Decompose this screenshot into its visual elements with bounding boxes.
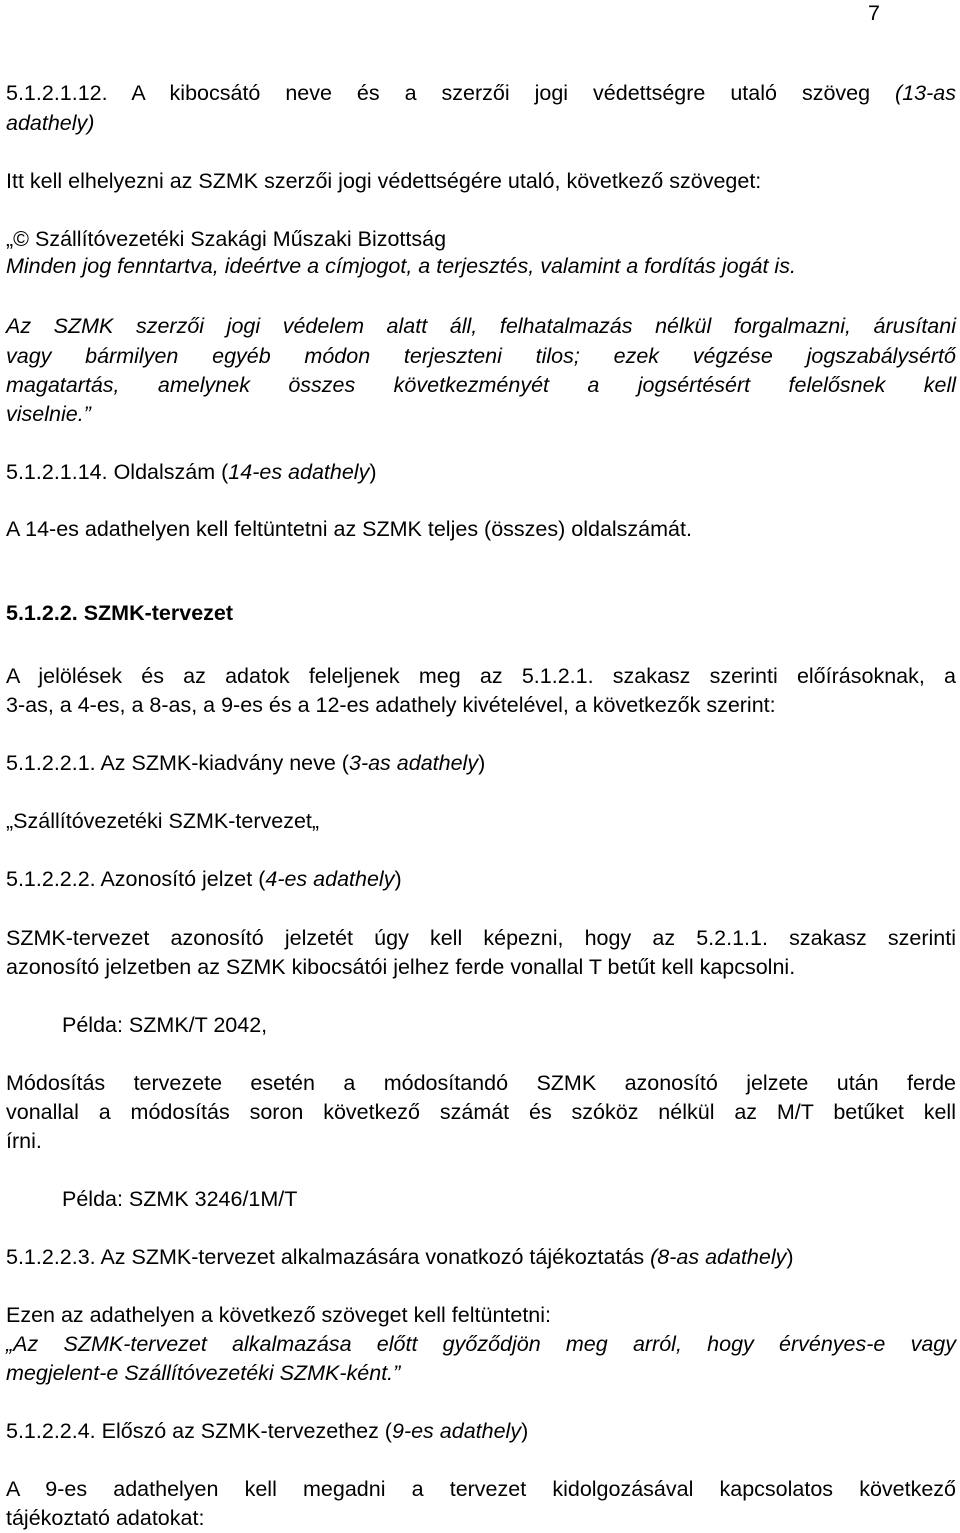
section-title: A kibocsátó neve és a szerzői jogi védettségre utaló szöveg [131,81,871,105]
section-number: 5.1.2.1.12. [6,81,108,105]
section-title-field: (13-as [895,81,956,105]
paragraph-line: A jelölések és az adatok feleljenek meg az 5.1.2.1. szakasz szerinti előírásoknak, a [6,664,956,688]
section-heading-5-1-2-2-3 [6,1244,794,1270]
paragraph-line: SZMK-tervezet azonosító jelzetét úgy kell képezni, hogy az 5.2.1.1. szakasz szerinti [6,926,956,950]
section-heading-5-1-2-1-14 [6,459,377,485]
heading-text: 5.1.2.2.3. Az SZMK-tervezet alkalmazására vonatkozó tájékoztatás [6,1245,651,1269]
heading-text: 5.1.2.2.1. Az SZMK-kiadvány neve ( [6,751,349,775]
example: Példa: SZMK/T 2042, [62,1013,268,1037]
heading-text: 5.1.2.2.2. Azonosító jelzet ( [6,867,266,891]
section-heading-5-1-2-1-12 [6,80,956,106]
paragraph-line: vonallal a módosítás soron következő számát és szóköz nélkül az M/T betűket kell [6,1100,956,1124]
heading-field: 9-es adathely [391,1419,522,1443]
copyright-warning-line: viselnie.” [6,402,91,426]
paragraph-line: A 9-es adathelyen kell megadni a tervezet kidolgozásával kapcsolatos következő [6,1477,956,1501]
heading-text: 5.1.2.1.14. Oldalszám ( [6,460,229,484]
page-number: 7 [868,1,880,25]
paragraph-line: Módosítás tervezete esetén a módosítandó SZMK azonosító jelzete után ferde [6,1071,956,1095]
heading-close: ) [478,751,486,775]
paragraph-line: írni. [6,1129,42,1153]
heading-text: 5.1.2.2.4. Előszó az SZMK-tervezethez ( [6,1419,392,1443]
heading-field: 14-es adathely [228,460,370,484]
heading-close: ) [394,867,402,891]
heading-close: ) [786,1245,794,1269]
section-heading-5-1-2-2-4 [6,1418,528,1444]
quote-line: megjelent-e Szállítóvezetéki SZMK-ként.” [6,1361,401,1385]
paragraph-line: azonosító jelzetben az SZMK kibocsátói jelhez ferde vonallal T betűt kell kapcsolni. [6,955,796,979]
copyright-warning-line: magatartás, amelynek összes következményét a jogsértésért felelősnek kell [6,373,956,397]
section-title-continuation: adathely) [6,111,95,135]
example: Példa: SZMK 3246/1M/T [62,1187,298,1211]
copyright-warning-line: Az SZMK szerzői jogi védelem alatt áll, felhatalmazás nélkül forgalmazni, árusítani [6,314,956,338]
section-heading-5-1-2-2: 5.1.2.2. SZMK-tervezet [6,601,234,625]
heading-field: 4-es adathely [265,867,395,891]
copyright-intro: Itt kell elhelyezni az SZMK szerzői jogi védettségére utaló, következő szöveget: [6,169,762,193]
copyright-notice: „© Szállítóvezetéki Szakági Műszaki Bizottság [6,227,447,251]
heading-close: ) [369,460,377,484]
heading-field: (8-as adathely [650,1245,787,1269]
copyright-rights: Minden jog fenntartva, ideértve a címjogot, a terjesztés, valamint a fordítás jogát is. [6,254,796,278]
paragraph-line: tájékoztató adatokat: [6,1506,205,1530]
copyright-warning-line: vagy bármilyen egyéb módon terjeszteni tilos; ezek végzése jogszabálysértő [6,344,956,368]
heading-field: 3-as adathely [348,751,479,775]
publication-name: „Szállítóvezetéki SZMK-tervezet„ [6,809,320,833]
quote-line: „Az SZMK-tervezet alkalmazása előtt győződjön meg arról, hogy érvényes-e vagy [6,1332,956,1356]
paragraph: A 14-es adathelyen kell feltüntetni az SZMK teljes (összes) oldalszámát. [6,517,692,541]
section-heading-5-1-2-2-1 [6,750,485,776]
section-heading-5-1-2-2-2 [6,866,402,892]
paragraph: Ezen az adathelyen a következő szöveget kell feltüntetni: [6,1303,552,1327]
paragraph-line: 3-as, a 4-es, a 8-as, a 9-es és a 12-es adathely kivételével, a következők szerint: [6,693,776,717]
heading-close: ) [521,1419,529,1443]
